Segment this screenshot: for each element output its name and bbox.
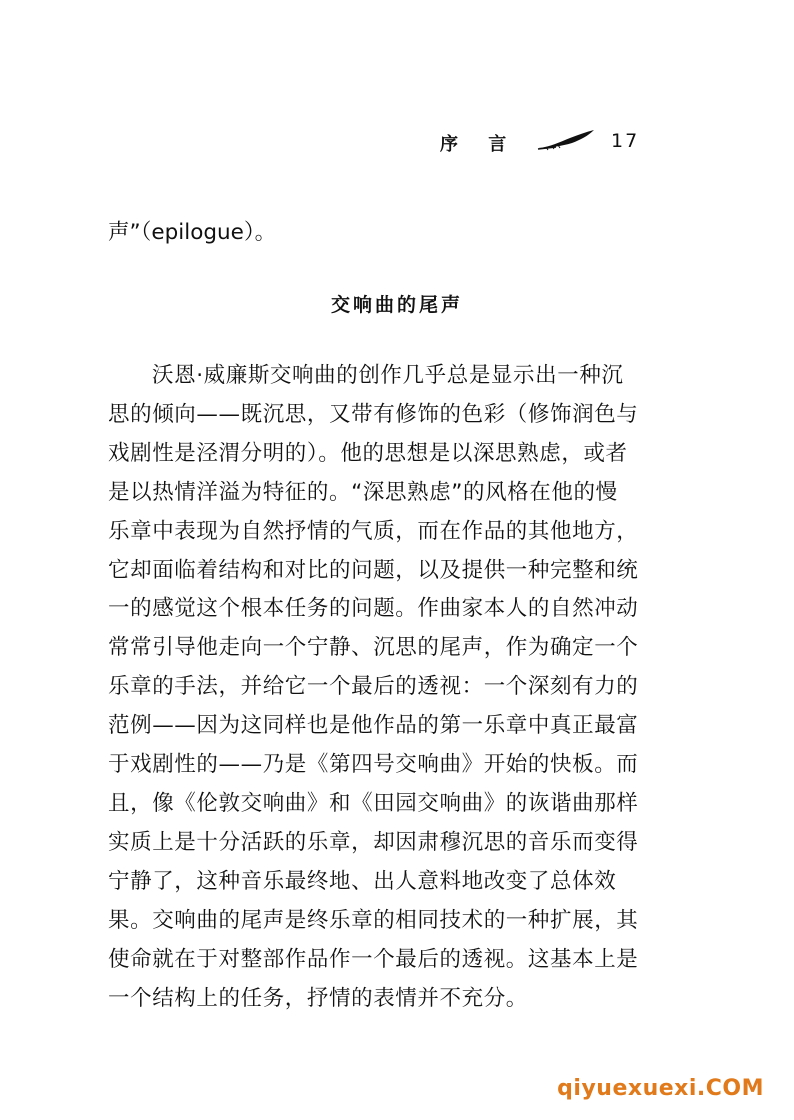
paragraph-line: 果。交响曲的尾声是终乐章的相同技术的一种扩展，其 xyxy=(108,907,639,933)
running-header xyxy=(0,128,794,158)
paragraph-line: 一个结构上的任务，抒情的表情并不充分。 xyxy=(108,985,528,1011)
continued-text-line: 声”（epilogue）。 xyxy=(108,220,277,245)
body-paragraph xyxy=(108,357,668,1018)
paragraph-line: 是以热情洋溢为特征的。“深思熟虑”的风格在他的慢 xyxy=(108,479,618,505)
paragraph-line: 乐章中表现为自然抒情的气质，而在作品的其他地方， xyxy=(108,518,639,544)
paragraph-line: 思的倾向——既沉思，又带有修饰的色彩（修饰润色与 xyxy=(108,401,639,427)
site-watermark: qiyuexuexi.COM xyxy=(557,1076,764,1101)
paragraph-line: 于戏剧性的——乃是《第四号交响曲》开始的快板。而 xyxy=(108,752,639,778)
running-section-title: 序 言 xyxy=(440,134,519,155)
paragraph-line: 实质上是十分活跃的乐章，却因肃穆沉思的音乐而变得 xyxy=(108,829,639,855)
paragraph-line: 且，像《伦敦交响曲》和《田园交响曲》的诙谐曲那样 xyxy=(108,790,639,816)
paragraph-line: 沃恩·威廉斯交响曲的创作几乎总是显示出一种沉 xyxy=(152,363,624,388)
section-heading: 交响曲的尾声 xyxy=(330,294,463,316)
paragraph-line: 它却面临着结构和对比的问题，以及提供一种完整和统 xyxy=(108,557,639,583)
paragraph-line: 常常引导他走向一个宁静、沉思的尾声，作为确定一个 xyxy=(108,635,639,661)
paragraph-line: 一的感觉这个根本任务的问题。作曲家本人的自然冲动 xyxy=(108,596,639,622)
paragraph-line: 戏剧性是泾渭分明的）。他的思想是以深思熟虑，或者 xyxy=(108,440,628,466)
quill-feather-icon xyxy=(536,128,596,154)
paragraph-line: 宁静了，这种音乐最终地、出人意料地改变了总体效 xyxy=(108,868,617,894)
paragraph-line: 范例——因为这同样也是他作品的第一乐章中真正最富 xyxy=(108,713,639,739)
paragraph-line: 使命就在于对整部作品作一个最后的透视。这基本上是 xyxy=(108,946,639,972)
paragraph-line: 乐章的手法，并给它一个最后的透视：一个深刻有力的 xyxy=(108,674,639,700)
page-number: 17 xyxy=(611,130,640,152)
